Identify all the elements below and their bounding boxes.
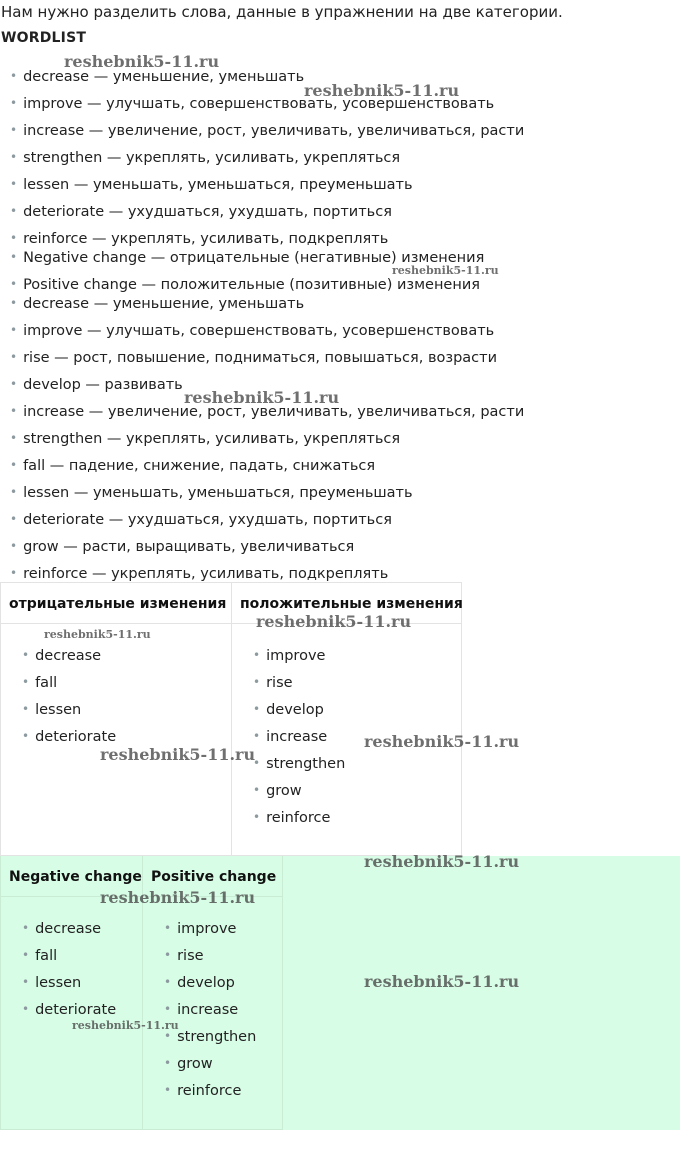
- watermark: reshebnik5-11.ru: [304, 81, 460, 100]
- negative-column: [1, 856, 143, 1129]
- wordlist-item: • develop — развивать: [10, 376, 183, 394]
- watermark: reshebnik5-11.ru: [256, 612, 412, 631]
- wordlist-item: • lessen — уменьшать, уменьшаться, преуменьшать: [10, 176, 413, 194]
- wordlist-item: • improve — улучшать, совершенствовать, усовершенствовать: [10, 322, 494, 340]
- wordlist-item: • increase — увеличение, рост, увеличивать, увеличиваться, расти: [10, 403, 524, 421]
- positive-column: [232, 583, 462, 855]
- list-item: • grow: [164, 1056, 213, 1072]
- list-item: • increase: [164, 1002, 238, 1018]
- list-item: • deteriorate: [22, 1002, 116, 1018]
- wordlist-item: • deteriorate — ухудшаться, ухудшать, портиться: [10, 511, 392, 529]
- list-item: • grow: [253, 783, 302, 799]
- list-item: • reinforce: [164, 1083, 241, 1099]
- watermark: reshebnik5-11.ru: [364, 732, 520, 751]
- list-item: • reinforce: [253, 810, 330, 826]
- list-item: • strengthen: [164, 1029, 256, 1045]
- watermark: reshebnik5-11.ru: [364, 972, 520, 991]
- list-item: • rise: [164, 948, 204, 964]
- list-item: • improve: [253, 648, 325, 664]
- list-item: • lessen: [22, 702, 81, 718]
- table-ru: [0, 582, 462, 856]
- watermark: reshebnik5-11.ru: [72, 1019, 179, 1032]
- wordlist-item: • decrease — уменьшение, уменьшать: [10, 68, 304, 86]
- watermark: reshebnik5-11.ru: [100, 745, 256, 764]
- list-item: • fall: [22, 675, 57, 691]
- wordlist-item: • grow — расти, выращивать, увеличиваться: [10, 538, 354, 556]
- watermark: reshebnik5-11.ru: [364, 852, 520, 871]
- negative-column: [1, 583, 232, 855]
- wordlist-item: • improve — улучшать, совершенствовать, усовершенствовать: [10, 95, 494, 113]
- wordlist-item: • rise — рост, повышение, подниматься, повышаться, возрасти: [10, 349, 497, 367]
- wordlist-item: • deteriorate — ухудшаться, ухудшать, портиться: [10, 203, 392, 221]
- list-item: • deteriorate: [22, 729, 116, 745]
- wordlist-item: • Negative change — отрицательные (негативные) изменения: [10, 249, 484, 267]
- list-item: • improve: [164, 921, 236, 937]
- wordlist-item: • decrease — уменьшение, уменьшать: [10, 295, 304, 313]
- list-item: • rise: [253, 675, 293, 691]
- list-item: • increase: [253, 729, 327, 745]
- positive-column-header: Positive change: [143, 856, 283, 897]
- wordlist-item: • increase — увеличение, рост, увеличивать, увеличиваться, расти: [10, 122, 524, 140]
- watermark: reshebnik5-11.ru: [100, 888, 256, 907]
- wordlist-item: • Positive change — положительные (позитивные) изменения: [10, 276, 480, 294]
- wordlist-item: • lessen — уменьшать, уменьшаться, преуменьшать: [10, 484, 413, 502]
- watermark: reshebnik5-11.ru: [392, 264, 499, 277]
- wordlist-item: • strengthen — укреплять, усиливать, укрепляться: [10, 149, 400, 167]
- table-en: [0, 856, 283, 1130]
- wordlist-item: • reinforce — укреплять, усиливать, подкреплять: [10, 565, 388, 583]
- negative-column-header: отрицательные изменения: [1, 583, 231, 624]
- list-item: • decrease: [22, 921, 101, 937]
- list-item: • fall: [22, 948, 57, 964]
- list-item: • strengthen: [253, 756, 345, 772]
- negative-column-header: Negative change: [1, 856, 142, 897]
- wordlist-item: • fall — падение, снижение, падать, снижаться: [10, 457, 375, 475]
- wordlist-title: WORDLIST: [1, 30, 87, 46]
- watermark: reshebnik5-11.ru: [64, 52, 220, 71]
- positive-column-header: положительные изменения: [232, 583, 462, 624]
- list-item: • decrease: [22, 648, 101, 664]
- positive-column: [143, 856, 283, 1129]
- wordlist-item: • reinforce — укреплять, усиливать, подкреплять: [10, 230, 388, 248]
- intro-text: Нам нужно разделить слова, данные в упражнении на две категории.: [1, 3, 563, 21]
- list-item: • lessen: [22, 975, 81, 991]
- watermark: reshebnik5-11.ru: [44, 628, 151, 641]
- list-item: • develop: [253, 702, 324, 718]
- list-item: • develop: [164, 975, 235, 991]
- watermark: reshebnik5-11.ru: [184, 388, 340, 407]
- wordlist-item: • strengthen — укреплять, усиливать, укрепляться: [10, 430, 400, 448]
